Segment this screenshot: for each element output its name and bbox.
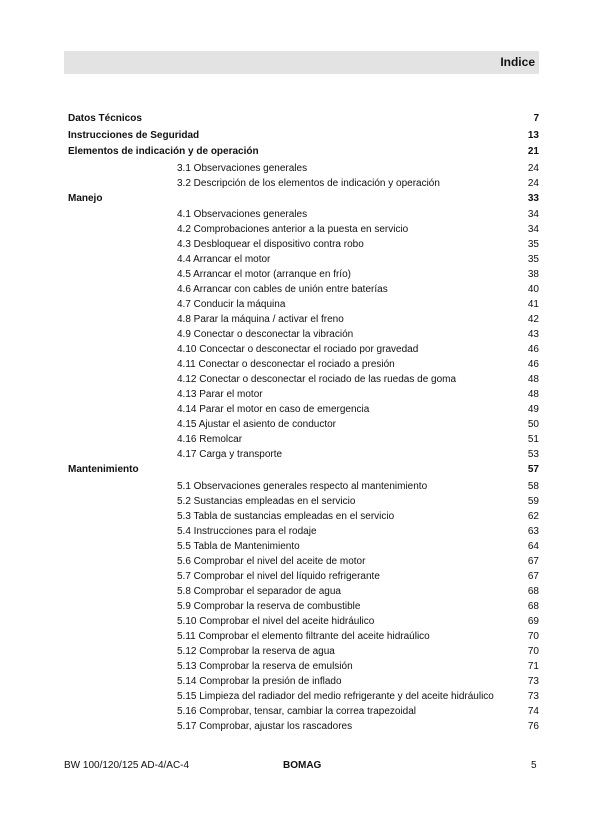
- toc-entry-title: 5.7 Comprobar el nivel del líquido refrigerante: [177, 570, 380, 582]
- toc-entry-row[interactable]: [68, 252, 539, 267]
- footer-model: BW 100/120/125 AD-4/AC-4: [64, 760, 190, 771]
- toc-section-title: Instrucciones de Seguridad: [68, 129, 200, 141]
- toc-entry-title: 4.13 Parar el motor: [177, 389, 263, 400]
- toc-entry-page: 62: [527, 510, 539, 522]
- toc-entry-title: 4.3 Desbloquear el dispositivo contra robo: [177, 239, 364, 250]
- toc-entry-title: 5.15 Limpieza del radiador del medio refrigerante y del aceite hidráulico: [177, 690, 494, 702]
- toc-entry-title: 5.1 Observaciones generales respecto al mantenimiento: [177, 480, 428, 492]
- toc-entry-title: 5.6 Comprobar el nivel del aceite de motor: [177, 555, 366, 567]
- toc-entry-page: 74: [527, 705, 539, 717]
- toc-entry-page: 24: [527, 162, 539, 174]
- toc-entry-title: 4.6 Arrancar con cables de unión entre baterías: [177, 284, 388, 295]
- toc-entry-title: 4.10 Concectar o desconectar el rociado por gravedad: [177, 344, 419, 355]
- header-bar: [64, 51, 539, 74]
- toc-entry-title: 4.5 Arrancar el motor (arranque en frío): [177, 269, 351, 280]
- toc-entry-title: 4.15 Ajustar el asiento de conductor: [177, 419, 336, 430]
- toc-section-page: 57: [527, 464, 539, 475]
- toc-entry-page: 70: [527, 645, 539, 657]
- toc-entry-page: 68: [527, 600, 539, 612]
- toc-entry-page: 35: [527, 239, 539, 250]
- toc-entry-row[interactable]: [68, 719, 539, 734]
- page-title: Indice: [500, 55, 535, 69]
- toc-entry-title: 4.14 Parar el motor en caso de emergencia: [177, 404, 370, 415]
- toc-entry-row[interactable]: [68, 674, 539, 689]
- toc-entry-title: 5.13 Comprobar la reserva de emulsión: [177, 660, 353, 672]
- toc-entry-row[interactable]: [68, 222, 539, 237]
- toc-entry-row[interactable]: [68, 584, 539, 599]
- toc-entry-page: 50: [527, 419, 539, 430]
- toc-entry-title: 3.1 Observaciones generales: [177, 162, 308, 174]
- toc-entry-title: 4.9 Conectar o desconectar la vibración: [177, 329, 354, 340]
- toc-entry-row[interactable]: [68, 387, 539, 402]
- toc-entry-page: 38: [527, 269, 539, 280]
- footer-brand: BOMAG: [283, 760, 322, 771]
- toc-entry-page: 70: [527, 630, 539, 642]
- toc-entry-row[interactable]: [68, 614, 539, 629]
- toc-entry-row[interactable]: [68, 297, 539, 312]
- toc-entry-title: 5.3 Tabla de sustancias empleadas en el servicio: [177, 510, 395, 522]
- toc-section-row[interactable]: [68, 191, 539, 208]
- toc-entry-row[interactable]: [68, 509, 539, 524]
- toc-entry-page: 42: [527, 314, 539, 325]
- toc-entry-row[interactable]: [68, 432, 539, 447]
- toc-entry-page: 43: [527, 329, 539, 340]
- toc-entry-title: 5.10 Comprobar el nivel del aceite hidráulico: [177, 615, 375, 627]
- toc-entry-page: 73: [527, 690, 539, 702]
- toc-entry-row[interactable]: [68, 524, 539, 539]
- toc-entry-title: 5.14 Comprobar la presión de inflado: [177, 675, 342, 687]
- toc-entry-row[interactable]: [68, 644, 539, 659]
- toc-entry-page: 64: [527, 540, 539, 552]
- toc-entry-title: 5.11 Comprobar el elemento filtrante del aceite hidraúlico: [177, 630, 430, 642]
- toc-section-row[interactable]: [68, 144, 539, 161]
- toc-section-row[interactable]: [68, 462, 539, 479]
- toc-entry-title: 4.8 Parar la máquina / activar el freno: [177, 314, 344, 325]
- toc-entry-title: 4.17 Carga y transporte: [177, 449, 283, 460]
- toc-section-row[interactable]: [68, 111, 539, 128]
- toc-entry-title: 5.8 Comprobar el separador de agua: [177, 585, 341, 597]
- toc-entry-page: 46: [527, 344, 539, 355]
- toc-section-title: Elementos de indicación y de operación: [68, 146, 259, 157]
- toc-entry-page: 35: [527, 254, 539, 265]
- toc-entry-title: 3.2 Descripción de los elementos de indicación y operación: [177, 177, 440, 189]
- toc-section-row[interactable]: [68, 128, 539, 145]
- toc-entry-row[interactable]: [68, 447, 539, 462]
- toc-entry-page: 51: [527, 434, 539, 445]
- toc-entry-title: 5.2 Sustancias empleadas en el servicio: [177, 495, 356, 507]
- toc-entry-row[interactable]: [68, 539, 539, 554]
- toc-entry-row[interactable]: [68, 659, 539, 674]
- toc-entry-title: 4.2 Comprobaciones anterior a la puesta en servicio: [177, 224, 409, 235]
- toc-entry-row[interactable]: [68, 494, 539, 509]
- toc-entry-row[interactable]: [68, 312, 539, 327]
- toc-entry-page: 58: [527, 480, 539, 492]
- toc-entry-row[interactable]: [68, 207, 539, 222]
- toc-section-page: 21: [527, 146, 539, 157]
- toc-entry-title: 5.16 Comprobar, tensar, cambiar la correa trapezoidal: [177, 705, 417, 717]
- toc-section-title: Mantenimiento: [68, 464, 139, 475]
- toc-entry-row[interactable]: [68, 479, 539, 494]
- toc-entry-page: 34: [527, 224, 539, 235]
- toc-entry-title: 5.12 Comprobar la reserva de agua: [177, 645, 335, 657]
- toc-entry-title: 4.7 Conducir la máquina: [177, 299, 286, 310]
- toc-entry-page: 34: [527, 209, 539, 220]
- toc-entry-page: 76: [527, 720, 539, 732]
- toc-entry-row[interactable]: [68, 176, 539, 191]
- toc-entry-title: 4.4 Arrancar el motor: [177, 254, 271, 265]
- toc-entry-row[interactable]: [68, 161, 539, 176]
- toc-entry-page: 46: [527, 359, 539, 370]
- toc-entry-page: 40: [527, 284, 539, 295]
- toc-section-page: 33: [527, 192, 539, 204]
- toc-entry-page: 48: [527, 374, 539, 385]
- toc-entry-row[interactable]: [68, 267, 539, 282]
- toc-entry-row[interactable]: [68, 689, 539, 704]
- toc-entry-row[interactable]: [68, 629, 539, 644]
- toc-entry-title: 4.16 Remolcar: [177, 434, 243, 445]
- toc-entry-page: 24: [527, 177, 539, 189]
- toc-entry-title: 4.1 Observaciones generales: [177, 209, 308, 220]
- toc-entry-page: 63: [527, 525, 539, 537]
- toc-entry-title: 4.11 Conectar o desconectar el rociado a presión: [177, 359, 395, 370]
- toc-entry-row[interactable]: [68, 417, 539, 432]
- toc-entry-page: 41: [527, 299, 539, 310]
- footer-page-number: 5: [531, 760, 537, 771]
- toc-entry-row[interactable]: [68, 704, 539, 719]
- table-of-contents: [68, 111, 539, 734]
- toc-entry-row[interactable]: [68, 282, 539, 297]
- toc-entry-title: 4.12 Conectar o desconectar el rociado de las ruedas de goma: [177, 374, 457, 385]
- toc-entry-page: 49: [527, 404, 539, 415]
- toc-entry-row[interactable]: [68, 599, 539, 614]
- toc-entry-row[interactable]: [68, 327, 539, 342]
- toc-section-page: 13: [527, 129, 539, 141]
- toc-entry-row[interactable]: [68, 569, 539, 584]
- toc-entry-row[interactable]: [68, 237, 539, 252]
- toc-entry-row[interactable]: [68, 554, 539, 569]
- toc-entry-title: 5.9 Comprobar la reserva de combustible: [177, 600, 361, 612]
- toc-entry-title: 5.4 Instrucciones para el rodaje: [177, 525, 317, 537]
- toc-section-title: Datos Técnicos: [68, 113, 142, 124]
- toc-section-page: 7: [533, 113, 539, 124]
- toc-entry-row[interactable]: [68, 357, 539, 372]
- toc-entry-page: 67: [527, 570, 539, 582]
- toc-entry-page: 67: [527, 555, 539, 567]
- toc-entry-page: 68: [527, 585, 539, 597]
- toc-entry-row[interactable]: [68, 342, 539, 357]
- toc-entry-row[interactable]: [68, 372, 539, 387]
- toc-entry-title: 5.17 Comprobar, ajustar los rascadores: [177, 720, 353, 732]
- toc-entry-title: 5.5 Tabla de Mantenimiento: [177, 540, 300, 552]
- toc-section-title: Manejo: [68, 192, 103, 204]
- toc-entry-page: 59: [527, 495, 539, 507]
- toc-entry-page: 71: [527, 660, 539, 672]
- toc-entry-page: 73: [527, 675, 539, 687]
- toc-entry-page: 53: [527, 449, 539, 460]
- toc-entry-page: 69: [527, 615, 539, 627]
- toc-entry-page: 48: [527, 389, 539, 400]
- toc-entry-row[interactable]: [68, 402, 539, 417]
